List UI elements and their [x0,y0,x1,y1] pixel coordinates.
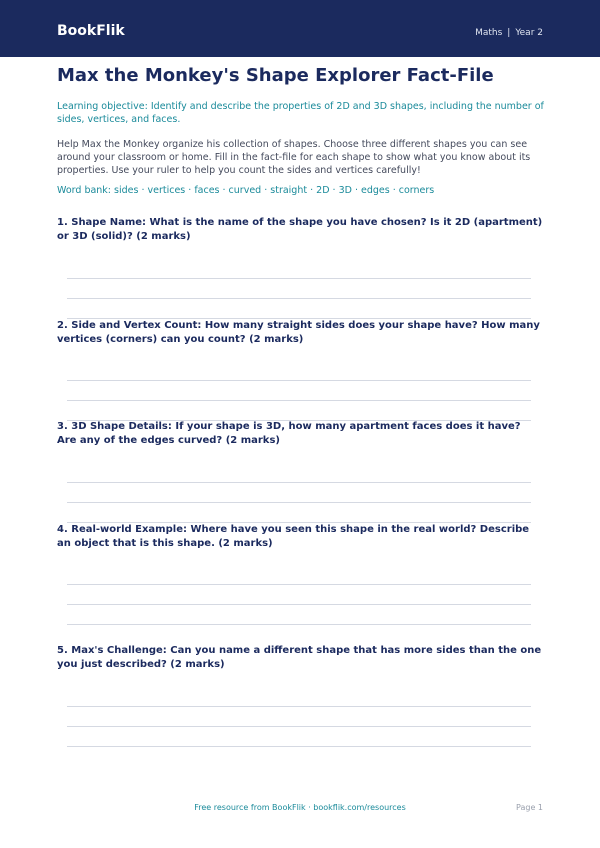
year-label: Year 2 [515,28,543,38]
question-1: 1. Shape Name: What is the name of the shape you have chosen? Is it 2D (apartment) or 3D (solid)? (2 marks) [57,217,543,242]
answer-line-q3-1[interactable] [67,482,531,483]
answer-line-q4-3[interactable] [67,624,531,625]
learning-objective: Learning objective: Identify and describe the properties of 2D and 3D shapes, including the number of sides, vertices, and faces. [57,101,544,125]
word-bank: Word bank: sides · vertices · faces · curved · straight · 2D · 3D · edges · corners [57,185,435,196]
question-2: 2. Side and Vertex Count: How many straight sides does your shape have? How many vertices (corners) can you count? (2 marks) [57,320,540,345]
answer-line-q5-1[interactable] [67,706,531,707]
subject-label: Maths [475,28,503,38]
answer-line-q1-2[interactable] [67,298,531,299]
answer-line-q4-1[interactable] [67,584,531,585]
separator: | [507,28,511,38]
brand-logo: BookFlik [57,23,125,39]
intro-paragraph: Help Max the Monkey organize his collection of shapes. Choose three different shapes you can see around your classroom or home. Fill in the fact-file for each shape to show what you know about its properties. Use your ruler to help you count the sides and vertices carefully! [57,139,531,176]
answer-line-q5-3[interactable] [67,746,531,747]
answer-line-q3-2[interactable] [67,502,531,503]
question-4: 4. Real-world Example: Where have you seen this shape in the real world? Describe an object that is this shape. (2 marks) [57,524,530,549]
header-bar [0,0,600,57]
subject-year-label [475,28,543,38]
answer-line-q1-1[interactable] [67,278,531,279]
answer-line-q2-2[interactable] [67,400,531,401]
footer-text: Free resource from BookFlik · bookflik.com/resources [194,803,406,812]
answer-line-q2-1[interactable] [67,380,531,381]
question-5: 5. Max's Challenge: Can you name a different shape that has more sides than the one you just described? (2 marks) [57,645,542,670]
page-number: Page 1 [516,803,543,812]
page-title: Max the Monkey's Shape Explorer Fact-File [57,65,494,86]
answer-line-q5-2[interactable] [67,726,531,727]
question-3: 3. 3D Shape Details: If your shape is 3D, how many apartment faces does it have? Are any of the edges curved? (2 marks) [57,421,521,446]
answer-line-q4-2[interactable] [67,604,531,605]
